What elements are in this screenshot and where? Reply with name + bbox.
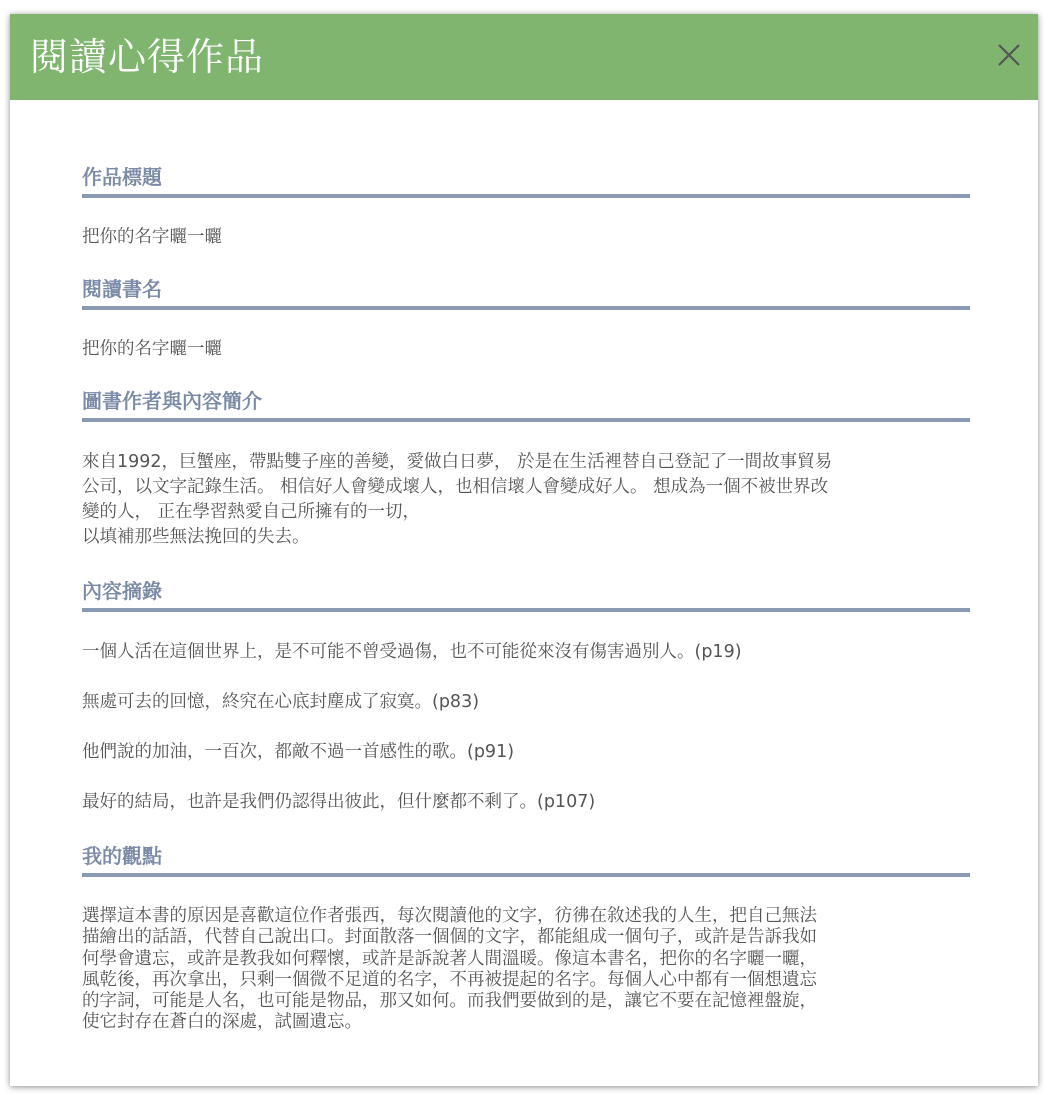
text-line: 以填補那些無法挽回的失去。 xyxy=(82,527,310,547)
divider xyxy=(82,873,970,877)
my-view-text xyxy=(82,906,970,1034)
modal-content xyxy=(82,100,970,1034)
divider xyxy=(82,194,970,198)
section-title xyxy=(82,162,970,250)
section-my-view xyxy=(82,841,970,1034)
excerpt-quote: 一個人活在這個世界上，是不可能不曾受過傷，也不可能從來沒有傷害過別人。(p19) xyxy=(82,642,742,662)
modal-title: 閱讀心得作品 xyxy=(30,35,265,79)
text-line: 變的人， 正在學習熱愛自己所擁有的一切， xyxy=(82,502,421,522)
text-line: 把你的名字曬一曬 xyxy=(82,339,222,359)
text-line: 風乾後，再次拿出，只剩一個微不足道的名字，不再被提起的名字。每個人心中都有一個想遺忘 xyxy=(82,969,817,990)
text-line: 選擇這本書的原因是喜歡這位作者張西，每次閱讀他的文字，彷彿在敘述我的人生，把自己無法 xyxy=(82,906,817,926)
reading-report-modal xyxy=(10,14,1038,1086)
section-book-name xyxy=(82,274,970,362)
close-button[interactable] xyxy=(994,40,1024,70)
text-line: 描繪出的話語，代替自己說出口。封面散落一個個的文字，都能組成一個句子，或許是告訴我如 xyxy=(82,927,817,948)
text-line: 的字詞，可能是人名，也可能是物品，那又如何。而我們要做到的是，讓它不要在記憶裡盤旋， xyxy=(82,991,817,1012)
divider xyxy=(82,306,970,310)
section-excerpts xyxy=(82,576,970,815)
section-heading: 作品標題 xyxy=(82,165,162,189)
section-heading: 內容摘錄 xyxy=(82,579,162,603)
text-line: 何學會遺忘，或許是教我如何釋懷，或許是訴說著人間溫暖。像這本書名，把你的名字曬一曬， xyxy=(82,948,817,969)
close-icon xyxy=(994,40,1024,70)
work-title-text xyxy=(82,225,970,250)
divider xyxy=(82,608,970,612)
text-line: 來自1992，巨蟹座，帶點雙子座的善變，愛做白日夢， 於是在生活裡替自己登記了一間故事貿易 xyxy=(82,452,833,472)
modal-header xyxy=(10,14,1038,100)
section-heading: 我的觀點 xyxy=(82,844,162,868)
excerpt-quote: 最好的結局，也許是我們仍認得出彼此，但什麼都不剩了。(p107) xyxy=(82,792,596,812)
excerpt-quote: 無處可去的回憶，終究在心底封塵成了寂寞。(p83) xyxy=(82,692,480,712)
section-heading: 圖書作者與內容簡介 xyxy=(82,389,262,413)
excerpt-quote: 他們說的加油，一百次，都敵不過一首感性的歌。(p91) xyxy=(82,742,515,762)
author-intro-text xyxy=(82,450,970,550)
section-author-intro xyxy=(82,386,970,550)
text-line: 把你的名字曬一曬 xyxy=(82,227,222,247)
text-line: 公司，以文字記錄生活。 相信好人會變成壞人，也相信壞人會變成好人。 想成為一個不被世界改 xyxy=(82,477,829,497)
divider xyxy=(82,418,970,422)
book-name-text xyxy=(82,337,970,362)
text-line: 使它封存在蒼白的深處，試圖遺忘。 xyxy=(82,1012,362,1033)
section-heading: 閱讀書名 xyxy=(82,277,162,301)
